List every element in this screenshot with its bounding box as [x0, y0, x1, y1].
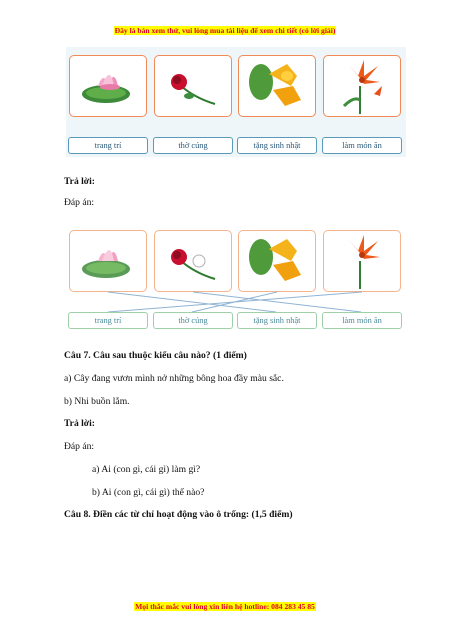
preview-notice: [0, 26, 450, 35]
squash-flower-image: [238, 55, 316, 117]
question-7-title: Câu 7. Câu sau thuộc kiểu câu nào? (1 điểm): [64, 350, 247, 361]
answer-heading: Trả lời:: [64, 176, 95, 187]
question-7-answer-a: a) Ai (con gì, cái gì) làm gì?: [92, 464, 201, 475]
matching-answer: [66, 222, 406, 332]
rose-image: [154, 55, 232, 117]
matching-exercise: [66, 47, 406, 157]
question-7-answer-b: b) Ai (con gì, cái gì) thế nào?: [92, 487, 205, 498]
question-7-answer-heading: Trả lời:: [64, 418, 95, 429]
answer-label: Đáp án:: [64, 197, 95, 208]
question-8-title: Câu 8. Điền các từ chỉ hoạt động vào ô trống: (1,5 điểm): [64, 509, 293, 520]
label-tho-cung: thờ cúng: [153, 312, 233, 329]
question-7-sentence-b: b) Nhi buồn lắm.: [64, 396, 130, 407]
question-7-sentence-a: a) Cây đang vươn mình nở những bông hoa đầy màu sắc.: [64, 373, 284, 384]
label-trang-tri: trang trí: [68, 137, 148, 154]
lily-image: [323, 55, 401, 117]
lotus-image: [69, 55, 147, 117]
label-tang-sinh-nhat: tặng sinh nhật: [237, 312, 317, 329]
question-7-answer-label: Đáp án:: [64, 441, 95, 452]
label-trang-tri: trang trí: [68, 312, 148, 329]
label-lam-mon-an: làm món ăn: [322, 312, 402, 329]
label-tho-cung: thờ cúng: [153, 137, 233, 154]
label-tang-sinh-nhat: tặng sinh nhật: [237, 137, 317, 154]
hotline-text: Mọi thắc mắc vui lòng xin liên hệ hotline: 084 283 45 85: [135, 602, 315, 611]
label-lam-mon-an: làm món ăn: [322, 137, 402, 154]
hotline-notice: [0, 602, 450, 611]
preview-notice-text: Đây là bản xem thử, vui lòng mua tài liệu để xem chi tiết (có lời giải): [114, 26, 336, 35]
